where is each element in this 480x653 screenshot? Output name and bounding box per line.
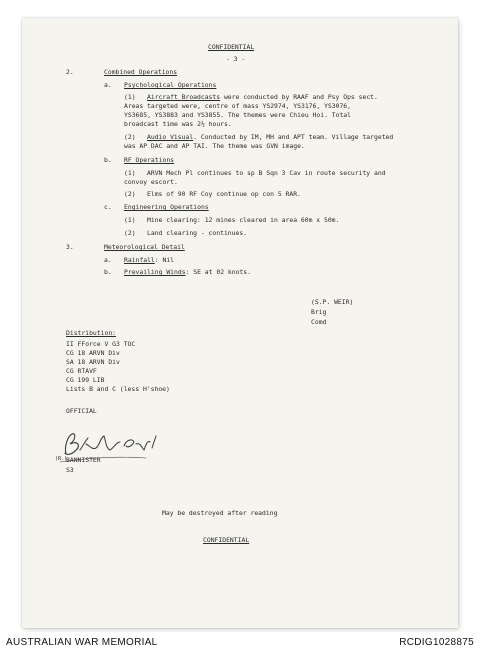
- official-prefix: (R.): [55, 456, 68, 462]
- commander-name: (S.P. WEIR): [311, 298, 354, 306]
- official-name: BANNISTER: [66, 456, 101, 464]
- archive-id: RCDIG1028875: [399, 637, 474, 648]
- section-3a-letter: a.: [104, 256, 112, 264]
- item-2c1-number: (1): [124, 216, 136, 224]
- section-2b-title: RF Operations: [124, 156, 175, 164]
- distribution-line: Lists B and C (less H'shoe): [66, 385, 170, 393]
- item-2c2-line1: Land clearing - continues.: [147, 229, 248, 237]
- section-2a-title: Psychological Operations: [124, 81, 217, 89]
- section-3-number: 3.: [66, 243, 74, 251]
- distribution-line: II FForce V G3 TOC: [66, 340, 136, 348]
- official-label: OFFICIAL: [66, 407, 97, 415]
- commander-appointment: Comd: [311, 318, 327, 326]
- item-2b1-number: (1): [124, 169, 136, 177]
- item-2a1-line4: broadcast time was 2½ hours.: [124, 120, 232, 128]
- item-2a2-text: . Conducted by IM, MH and APT team. Village targeted: [193, 133, 394, 141]
- item-2a1-line3: YS3685, YS3883 and YS3855. The themes were Chieu Hoi. Total: [124, 111, 352, 119]
- item-2b2-line1: Elms of 90 RF Coy continue op con 5 RAR.: [147, 190, 301, 198]
- item-2a1-line1: [147, 93, 378, 101]
- commander-rank: Brig: [311, 308, 327, 316]
- section-2a-letter: a.: [104, 81, 112, 89]
- section-2c-title: Engineering Operations: [124, 203, 209, 211]
- item-2a2-line1: [147, 133, 393, 141]
- item-2a2-number: (2): [124, 133, 136, 141]
- item-2c1-line1: Mine clearing: 12 mines cleared in area 60m x 50m.: [147, 216, 340, 224]
- rainfall-label: Rainfall: [124, 256, 155, 264]
- item-2a2-line2: was AP DAC and AP TAI. The theme was GVN image.: [124, 142, 305, 150]
- top-classification: CONFIDENTIAL: [208, 43, 255, 51]
- page-number: - 3 -: [226, 55, 246, 63]
- destroy-note: May be destroyed after reading: [162, 509, 278, 517]
- distribution-line: CG 18 ARVN Div: [66, 349, 120, 357]
- item-2a2-lead: Audio Visual: [147, 133, 194, 141]
- section-2b-letter: b.: [104, 156, 112, 164]
- section-3a-line: [124, 256, 174, 264]
- distribution-title: Distribution:: [66, 329, 117, 337]
- section-2c-letter: c.: [104, 203, 112, 211]
- section-2-number: 2.: [66, 68, 74, 76]
- item-2b1-line1: ARVN Mech Pl continues to sp B Sqn 3 Cav in route security and: [147, 169, 386, 177]
- rainfall-value: : Nil: [154, 256, 175, 264]
- winds-label: Prevailing Winds: [124, 268, 186, 276]
- archive-name: AUSTRALIAN WAR MEMORIAL: [6, 637, 158, 648]
- section-2-title: Combined Operations: [104, 68, 178, 76]
- official-appointment: S3: [66, 466, 74, 474]
- section-3b-letter: b.: [104, 268, 112, 276]
- item-2b1-line2: convoy escort.: [124, 178, 178, 186]
- item-2a1-text: were conducted by RAAF and Psy Ops sect.: [220, 93, 378, 101]
- item-2a1-number: (1): [124, 93, 136, 101]
- bottom-classification: CONFIDENTIAL: [203, 536, 250, 544]
- distribution-line: CG 199 LIB: [66, 376, 105, 384]
- winds-value: : SE at 02 knots.: [185, 268, 251, 276]
- archive-footer: [0, 632, 480, 653]
- item-2c2-number: (2): [124, 229, 136, 237]
- distribution-line: SA 18 ARVN Div: [66, 358, 120, 366]
- distribution-line: CG RTAVF: [66, 367, 97, 375]
- item-2a1-lead: Aircraft Broadcasts: [147, 93, 221, 101]
- section-3b-line: [124, 268, 251, 276]
- section-3-title: Meteorological Detail: [104, 243, 185, 251]
- item-2b2-number: (2): [124, 190, 136, 198]
- item-2a1-line2: Areas targeted were, centre of mass YS2974, YS3176, YS3076,: [124, 102, 352, 110]
